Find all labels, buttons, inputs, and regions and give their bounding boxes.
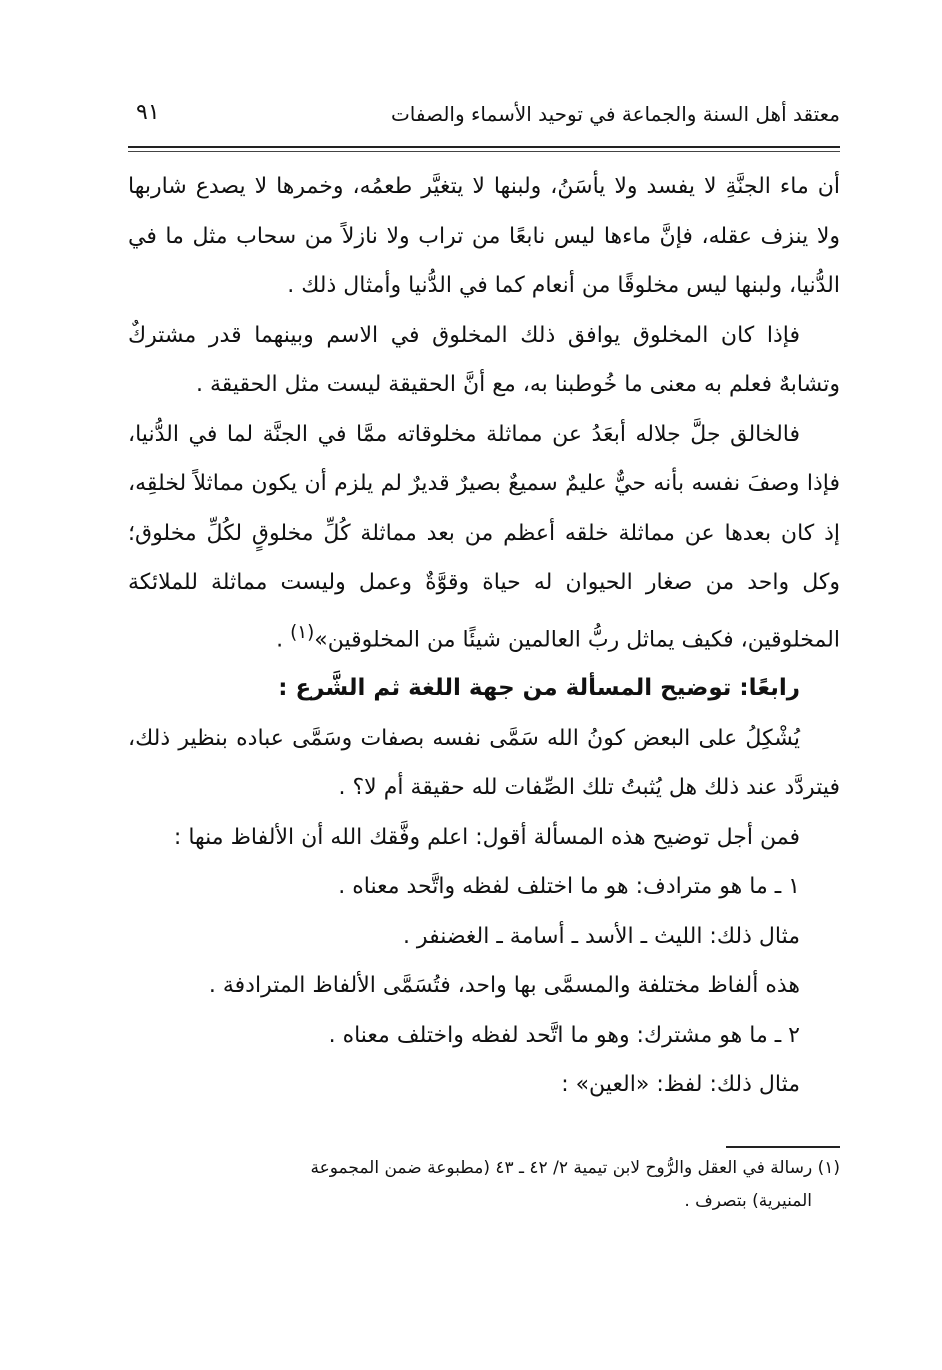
footnote-line-2: المنيرية) بتصرف . bbox=[684, 1191, 812, 1211]
paragraph-5: فمن أجل توضيح هذه المسألة أقول: اعلم وفَّقك الله أن الألفاظ منها : bbox=[173, 824, 800, 850]
header-rule bbox=[128, 146, 840, 148]
header-rule-secondary bbox=[128, 151, 840, 152]
footnote-reference: (١) bbox=[290, 621, 315, 643]
example-1: مثال ذلك: الليث ـ الأسد ـ أسامة ـ الغضنفر . bbox=[402, 923, 800, 949]
paragraph-3-end: . bbox=[276, 626, 291, 652]
paragraph-1: أن ماء الجنَّةِ لا يفسد ولا يأسَنُ، ولبنها لا يتغيَّر طعمُه، وخمرها لا يصدع شاربها ولا ينزف عقله، فإنَّ ماءها ليس نابعًا من تراب ولا نازلاً من سحاب مثل ما في الدُّنيا، ولبنها ليس مخلوقًا من أنعام كما في الدُّنيا وأمثال ذلك . bbox=[128, 174, 840, 298]
main-text bbox=[128, 162, 840, 1110]
list-item-2: ٢ ـ ما هو مشترك: وهو ما اتَّحد لفظه واختلف معناه . bbox=[328, 1022, 800, 1048]
note-1: هذه ألفاظ مختلفة والمسمَّى بها واحد، فتُسَمَّى الألفاظ المترادفة . bbox=[208, 973, 800, 999]
paragraph-4: يُشْكِلُ على البعض كونُ الله سَمَّى نفسه بصفات وسَمَّى عباده بنظير ذلك، فيتردَّد عند ذلك هل يُثبتُ تلك الصِّفات لله حقيقة أم لا؟ . bbox=[128, 725, 840, 801]
running-head bbox=[128, 98, 840, 134]
footnote bbox=[128, 1152, 840, 1218]
section-heading: رابعًا: توضيح المسألة من جهة اللغة ثم الشَّرع : bbox=[278, 675, 800, 702]
footnote-line-1: (١) رسالة في العقل والرُّوح لابن تيمية ٢/ ٤٢ ـ ٤٣ (مطبوعة ضمن المجموعة bbox=[310, 1158, 840, 1178]
list-item-1: ١ ـ ما هو مترادف: هو ما اختلف لفظه واتَّحد معناه . bbox=[338, 874, 800, 900]
paragraph-2: فإذا كان المخلوق يوافق ذلك المخلوق في الاسم وبينهما قدر مشتركٌ وتشابهٌ فعلم به معنى ما خُوطبنا به، مع أنَّ الحقيقة ليست مثل الحقيقة . bbox=[128, 322, 840, 397]
running-title: معتقد أهل السنة والجماعة في توحيد الأسماء والصفات bbox=[390, 102, 840, 126]
paragraph-3 bbox=[128, 410, 840, 665]
example-2: مثال ذلك: لفظ: «العين» : bbox=[561, 1072, 800, 1098]
paragraph-3-text: فالخالق جلَّ جلاله أبعَدُ عن مماثلة مخلوقاته ممَّا في الجنَّة لما في الدُّنيا، فإذا وصفَ نفسه بأنه حيٌّ عليمٌ سميعٌ بصيرٌ قديرٌ لم يلزم أن يكون مماثلاً لخلقِه، إذ كان بعدها عن مماثلة خلقه أعظم من بعد مماثلة كُلِّ مخلوقٍ لكُلِّ مخلوق؛ وكل واحد من صغار الحيوان له حياة وقوَّةٌ وعمل وليست مماثلة للملائكة المخلوقين، فكيف يماثل ربُّ العالمين شيئًا من المخلوقين» bbox=[128, 421, 840, 652]
footnote-rule bbox=[726, 1146, 840, 1148]
page-number: ٩١ bbox=[136, 100, 160, 125]
